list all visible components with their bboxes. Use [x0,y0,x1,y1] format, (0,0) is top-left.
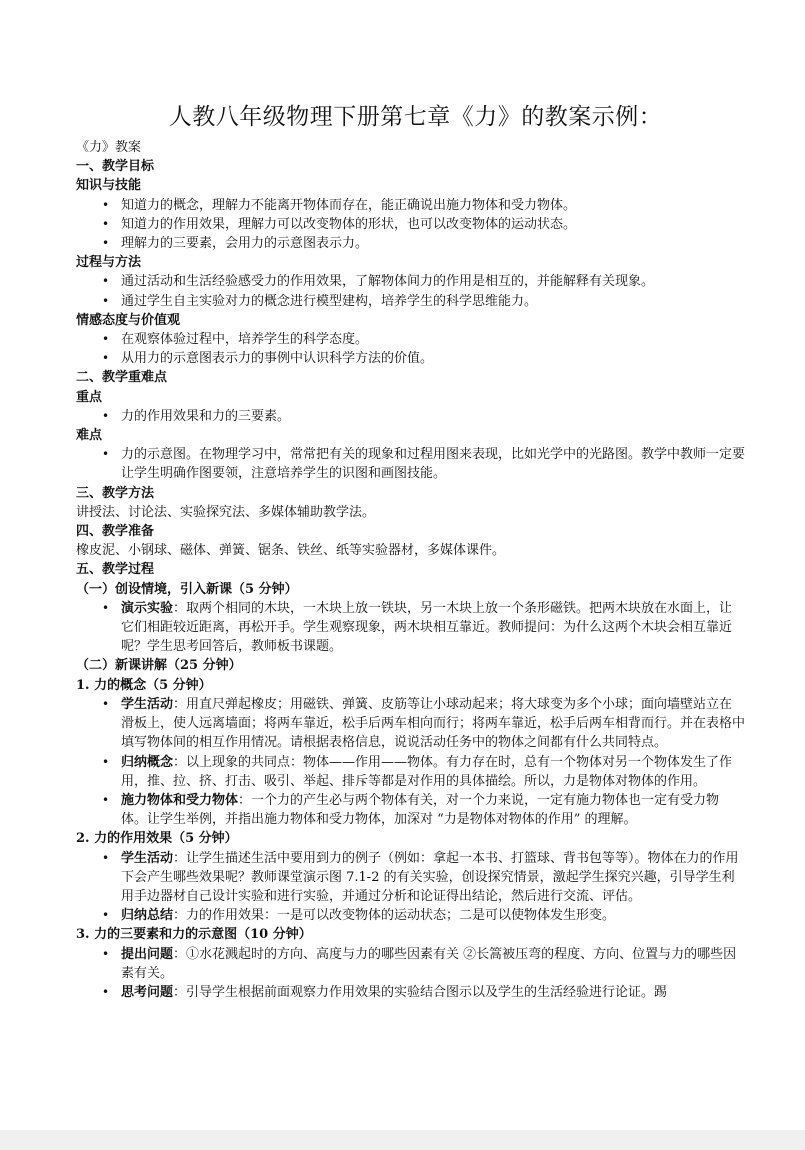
difficulty-list [76,445,745,483]
doc-label: 《力》教案 [76,140,142,155]
effects-list [76,849,745,926]
list-item: • 理解力的三要素，会用力的示意图表示力。 [76,234,745,253]
item-lead: 归纳总结 [121,908,174,924]
list-item: • 从用力的示意图表示力的事例中认识科学方法的价值。 [76,349,745,368]
list-item: • 力的作用效果和力的三要素。 [76,407,745,426]
list-item: • 通过学生自主实验对力的概念进行模型建构，培养学生的科学思维能力。 [76,292,745,311]
concept-list [76,695,745,829]
item-lead: 思考问题 [121,984,174,1000]
list-item [76,599,745,657]
knowledge-list [76,196,745,254]
section-heading-key-points: 二、教学重难点 [76,370,168,386]
subsection-heading-effects: 2. 力的作用效果（5 分钟） [76,831,238,847]
item-text: ：取两个相同的木块，一木块上放一铁块，另一木块上放一个条形磁铁。把两木块放在水面上，让它们相距较近距离，再松开手。学生观察现象，两木块相互靠近。教师提问：为什么这两个木块会相互靠近呢？学生思考回答后，教师板书课题。 [121,600,733,655]
list-item: • 通过活动和生活经验感受力的作用效果，了解物体间力的作用是相互的，并能解释有关现象。 [76,272,745,291]
subheading-process: 过程与方法 [76,255,142,271]
subsection-heading-concept: 1. 力的概念（5 分钟） [76,677,212,693]
key-list [76,407,745,426]
item-lead: 施力物体和受力物体 [121,792,239,808]
item-lead: 提出问题 [121,946,174,962]
page-bottom-margin [0,1130,805,1150]
subheading-key: 重点 [76,389,103,405]
section-heading-preparation: 四、教学准备 [76,524,155,540]
subheading-difficulty: 难点 [76,428,103,444]
attitude-list [76,330,745,368]
item-text: ：一个力的产生必与两个物体有关，对一个力来说，一定有施力物体也一定有受力物体。让学生举例，并指出施力物体和受力物体，加深对 “力是物体对物体的作用” 的理解。 [121,792,720,828]
process-list [76,272,745,310]
list-item: • 知道力的作用效果，理解力可以改变物体的形状，也可以改变物体的运动状态。 [76,215,745,234]
item-lead: 学生活动 [121,850,174,866]
document-title: 人教八年级物理下册第七章《力》的教案示例： [168,104,663,130]
section-heading-objectives: 一、教学目标 [76,159,155,175]
section-heading-methods: 三、教学方法 [76,485,155,501]
subheading-attitude: 情感态度与价值观 [76,312,181,328]
intro-list [76,599,745,657]
list-item: • 在观察体验过程中，培养学生的科学态度。 [76,330,745,349]
part-heading-intro: （一）创设情境，引入新课（5 分钟） [76,581,298,597]
methods-text: 讲授法、讨论法、实验探究法、多媒体辅助教学法。 [76,504,376,520]
list-item [76,906,745,925]
item-text: ：以上现象的共同点：物体——作用——物体。有力存在时，总有一个物体对另一个物体发生了作用，推、拉、挤、打击、吸引、举起、排斥等都是对作用的具体描绘。所以，力是物体对物体的作用。 [121,754,733,789]
list-item [76,695,745,753]
section-heading-process: 五、教学过程 [76,562,155,578]
item-text: ：用直尺弹起橡皮；用磁铁、弹簧、皮筋等让小球动起来；将大球变为多个小球；面向墙壁站立在滑板上，使人远离墙面；将两车靠近，松手后两车相向而行；将两车靠近，松手后两车相背而行。并在表格中填写物体间的相互作用情况。请根据表格信息，说说活动任务中的物体之间都有什么共同特点。 [121,696,746,751]
list-item: • 力的示意图。在物理学习中，常常把有关的现象和过程用图来表现，比如光学中的光路图。教学中教师一定要让学生明确作图要领，注意培养学生的识图和画图技能。 [76,445,745,483]
preparation-text: 橡皮泥、小钢球、磁体、弹簧、锯条、铁丝、纸等实验器材，多媒体课件。 [76,543,506,559]
item-lead: 归纳概念 [121,754,174,770]
item-text: ：力的作用效果：一是可以改变物体的运动状态；二是可以使物体发生形变。 [173,908,616,924]
item-text: ：①水花溅起时的方向、高度与力的哪些因素有关 ②长篙被压弯的程度、方向、位置与力的哪些因素有关。 [121,946,737,981]
list-item [76,945,745,983]
list-item [76,983,745,1002]
subheading-knowledge: 知识与技能 [76,178,142,194]
item-lead: 演示实验 [121,600,174,616]
list-item [76,849,745,907]
item-text: ：让学生描述生活中要用到力的例子（例如：拿起一本书、打篮球、背书包等等）。物体在力的作用下会产生哪些效果呢？教师课堂演示图 7.1-2 的有关实验，创设探究情景，激起学生探究兴趣，引导学生利用手边器材自己设计实验和进行实验，并通过分析和论证得出结论，然后进行交流、评估。 [121,850,739,904]
subsection-heading-three-elements: 3. 力的三要素和力的示意图（10 分钟） [76,927,312,943]
item-lead: 学生活动 [121,696,174,712]
list-item [76,791,745,829]
part-heading-new-lesson: （二）新课讲解（25 分钟） [76,658,242,674]
list-item: • 知道力的概念，理解力不能离开物体而存在，能正确说出施力物体和受力物体。 [76,196,745,215]
list-item [76,753,745,791]
three-elements-list [76,945,745,1003]
item-text: ：引导学生根据前面观察力作用效果的实验结合图示以及学生的生活经验进行论证。踢 [173,984,668,1000]
